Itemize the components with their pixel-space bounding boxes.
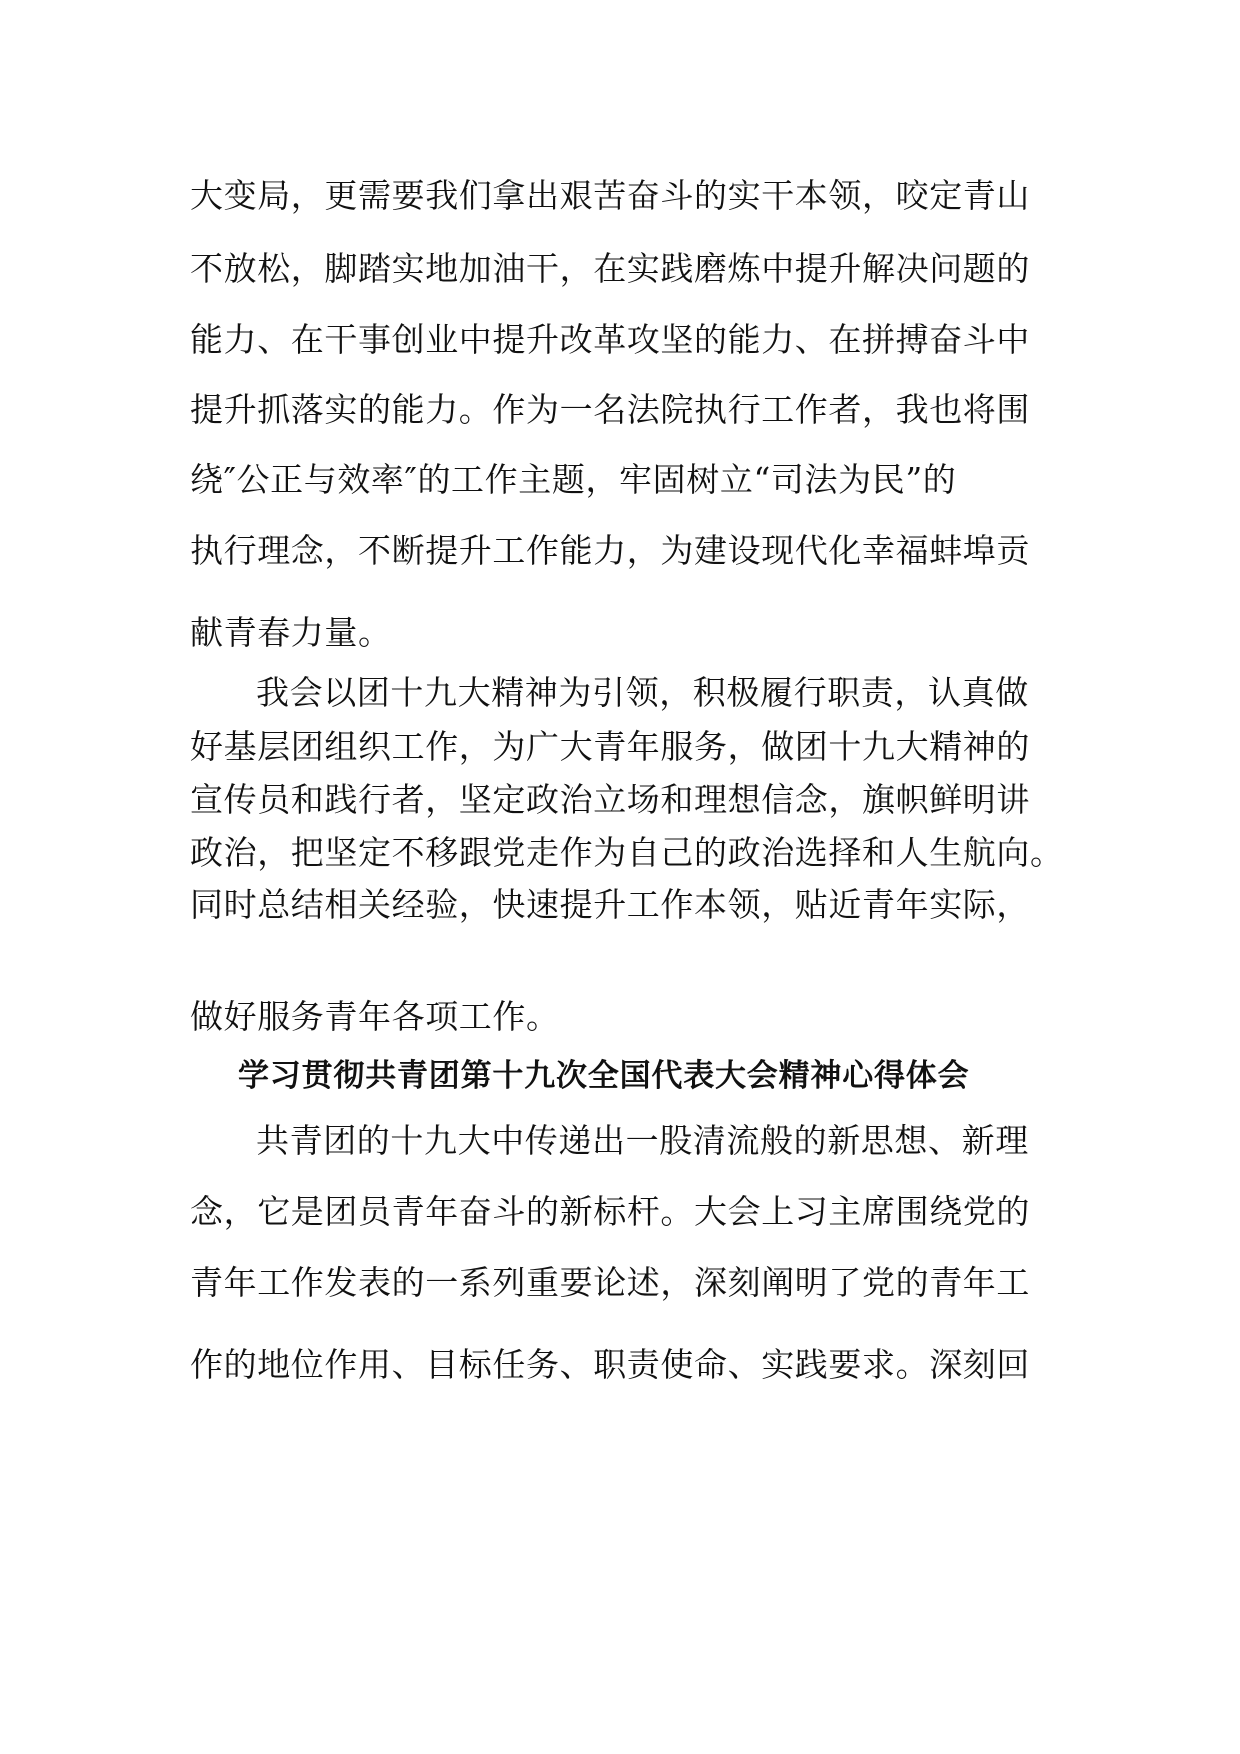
body-text-line: 念，它是团员青年奋斗的新标杆。大会上习主席围绕党的	[190, 1192, 1030, 1231]
body-text-line: 做好服务青年各项工作。	[190, 997, 560, 1036]
body-text-line: 政治，把坚定不移跟党走作为自己的政治选择和人生航向。	[190, 833, 1064, 872]
body-text-line: 大变局，更需要我们拿出艰苦奋斗的实干本领，咬定青山	[190, 176, 1030, 215]
body-text-line: 作的地位作用、目标任务、职责使命、实践要求。深刻回	[190, 1345, 1030, 1384]
body-text-line: 执行理念，不断提升工作能力，为建设现代化幸福蚌埠贡	[190, 531, 1030, 570]
body-text-line: 宣传员和践行者，坚定政治立场和理想信念，旗帜鲜明讲	[190, 780, 1030, 819]
body-text-line: 不放松，脚踏实地加油干，在实践磨炼中提升解决问题的	[190, 249, 1030, 288]
body-text-line: 能力、在干事创业中提升改革攻坚的能力、在拼搏奋斗中	[190, 320, 1030, 359]
body-text-line: 提升抓落实的能力。作为一名法院执行工作者，我也将围	[190, 390, 1030, 429]
section-heading: 学习贯彻共青团第十九次全国代表大会精神心得体会	[238, 1058, 970, 1094]
body-text-line: 好基层团组织工作，为广大青年服务，做团十九大精神的	[190, 727, 1030, 766]
body-text-line: 同时总结相关经验，快速提升工作本领，贴近青年实际，	[190, 885, 1030, 924]
body-text-line: 绕″公正与效率″的工作主题，牢固树立“司法为民”的	[190, 460, 957, 499]
paragraph-start-line: 共青团的十九大中传递出一股清流般的新思想、新理	[256, 1121, 1029, 1160]
paragraph-start-line: 我会以团十九大精神为引领，积极履行职责，认真做	[256, 673, 1029, 712]
body-text-line: 献青春力量。	[190, 613, 392, 652]
body-text-line: 青年工作发表的一系列重要论述，深刻阐明了党的青年工	[190, 1263, 1030, 1302]
